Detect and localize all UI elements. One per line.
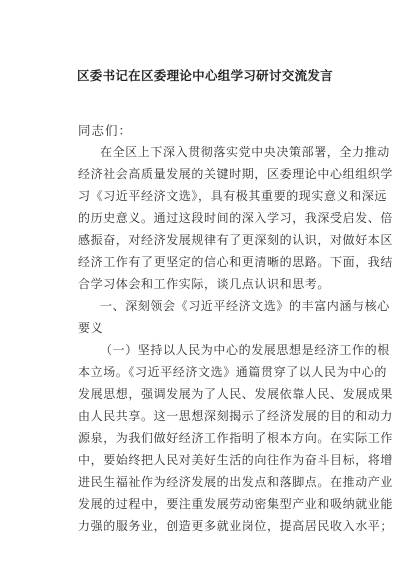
paragraph-line: 经济社会高质量发展的关键时期，区委理论中心组组织学: [78, 167, 394, 181]
paragraph-line: 进民生福祉作为经济发展的出发点和落脚点。在推动产业: [78, 475, 394, 489]
paragraph-line: 习《习近平经济文选》，具有极其重要的现实意义和深远: [78, 189, 388, 203]
paragraph-line: 源泉，为我们做好经济工作指明了根本方向。在实际工作: [78, 431, 394, 445]
paragraph-line: 感振奋，对经济发展规律有了更深刻的认识，对做好本区: [78, 233, 394, 247]
paragraph-line: （一）坚持以人民为中心的发展思想是经济工作的根: [100, 343, 390, 357]
section-heading-line: 要义: [78, 321, 104, 335]
paragraph-line: 的历史意义。通过这段时间的深入学习，我深受启发、倍: [78, 211, 394, 225]
salutation: 同志们：: [78, 123, 133, 138]
paragraph-line: 本立场。《习近平经济文选》通篇贯穿了以人民为中心的: [78, 365, 388, 379]
paragraph-line: 合学习体会和工作实际，谈几点认识和思考。: [78, 277, 331, 291]
paragraph-line: 在全区上下深入贯彻落实党中央决策部署，全力推动: [100, 145, 390, 159]
document-title: 区委书记在区委理论中心组学习研讨交流发言: [76, 68, 333, 83]
section-heading-line: 一、深刻领会《习近平经济文选》的丰富内涵与核心: [100, 299, 390, 313]
paragraph-line: 由人民共享。这一思想深刻揭示了经济发展的目的和动力: [78, 409, 394, 423]
paragraph-line: 发展的过程中，要注重发展劳动密集型产业和吸纳就业能: [78, 497, 394, 511]
paragraph-line: 经济工作有了更坚定的信心和更清晰的思路。下面，我结: [78, 255, 394, 269]
paragraph-line: 发展思想，强调发展为了人民、发展依靠人民、发展成果: [78, 387, 394, 401]
paragraph-line: 中，要始终把人民对美好生活的向往作为奋斗目标，将增: [78, 453, 394, 467]
paragraph-line: 力强的服务业，创造更多就业岗位，提高居民收入水平；: [78, 519, 394, 533]
